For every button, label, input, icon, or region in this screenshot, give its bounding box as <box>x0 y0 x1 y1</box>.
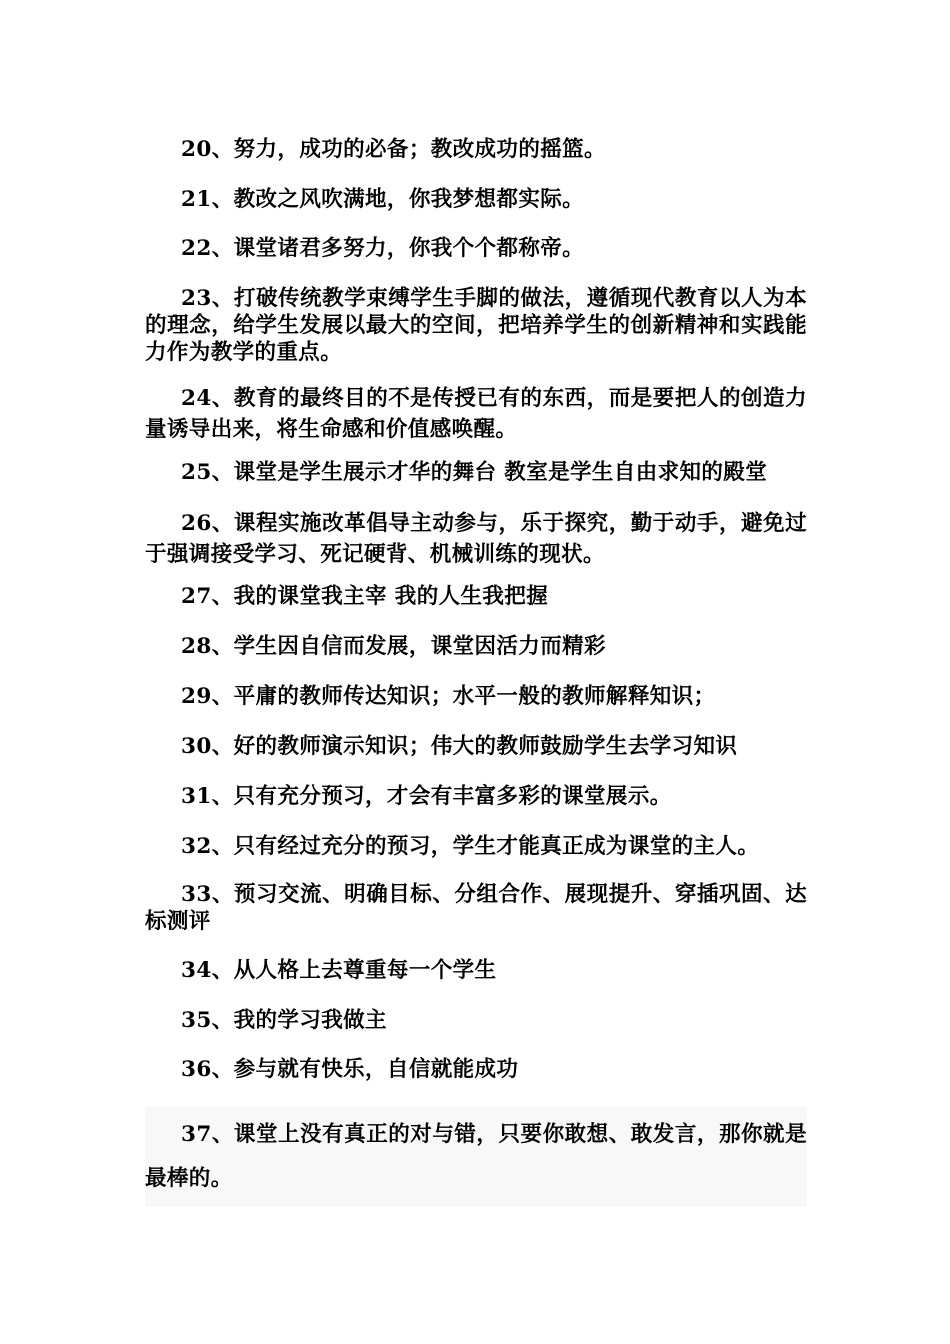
list-item: 22、课堂诸君多努力，你我个个都称帝。 <box>181 236 585 261</box>
list-item-highlighted: 37、课堂上没有真正的对与错，只要你敢想、敢发言，那你就是最棒的。 <box>145 1107 807 1207</box>
list-item: 33、预习交流、明确目标、分组合作、展现提升、穿插巩固、达标测评 <box>145 882 807 934</box>
list-item: 21、教改之风吹满地，你我梦想都实际。 <box>181 187 585 212</box>
list-item: 20、努力，成功的必备；教改成功的摇篮。 <box>181 137 606 162</box>
list-item: 34、从人格上去尊重每一个学生 <box>181 958 497 983</box>
list-item: 31、只有充分预习，才会有丰富多彩的课堂展示。 <box>181 784 672 809</box>
list-item: 27、我的课堂我主宰 我的人生我把握 <box>181 584 549 609</box>
list-item: 32、只有经过充分的预习，学生才能真正成为课堂的主人。 <box>181 834 760 859</box>
list-item: 23、打破传统教学束缚学生手脚的做法，遵循现代教育以人为本的理念，给学生发展以最大的空间，把培养学生的创新精神和实践能力作为教学的重点。 <box>145 286 807 365</box>
list-item: 36、参与就有快乐，自信就能成功 <box>181 1057 519 1082</box>
list-item: 24、教育的最终目的不是传授已有的东西，而是要把人的创造力量诱导出来，将生命感和价值感唤醒。 <box>145 386 807 442</box>
list-item: 30、好的教师演示知识；伟大的教师鼓励学生去学习知识 <box>181 734 738 759</box>
list-item: 28、学生因自信而发展，课堂因活力而精彩 <box>181 634 606 659</box>
list-item: 35、我的学习我做主 <box>181 1008 387 1033</box>
list-item: 25、课堂是学生展示才华的舞台 教室是学生自由求知的殿堂 <box>181 460 768 485</box>
list-item: 26、课程实施改革倡导主动参与，乐于探究，勤于动手，避免过于强调接受学习、死记硬背、机械训练的现状。 <box>145 511 807 567</box>
list-item: 29、平庸的教师传达知识；水平一般的教师解释知识； <box>181 684 716 709</box>
